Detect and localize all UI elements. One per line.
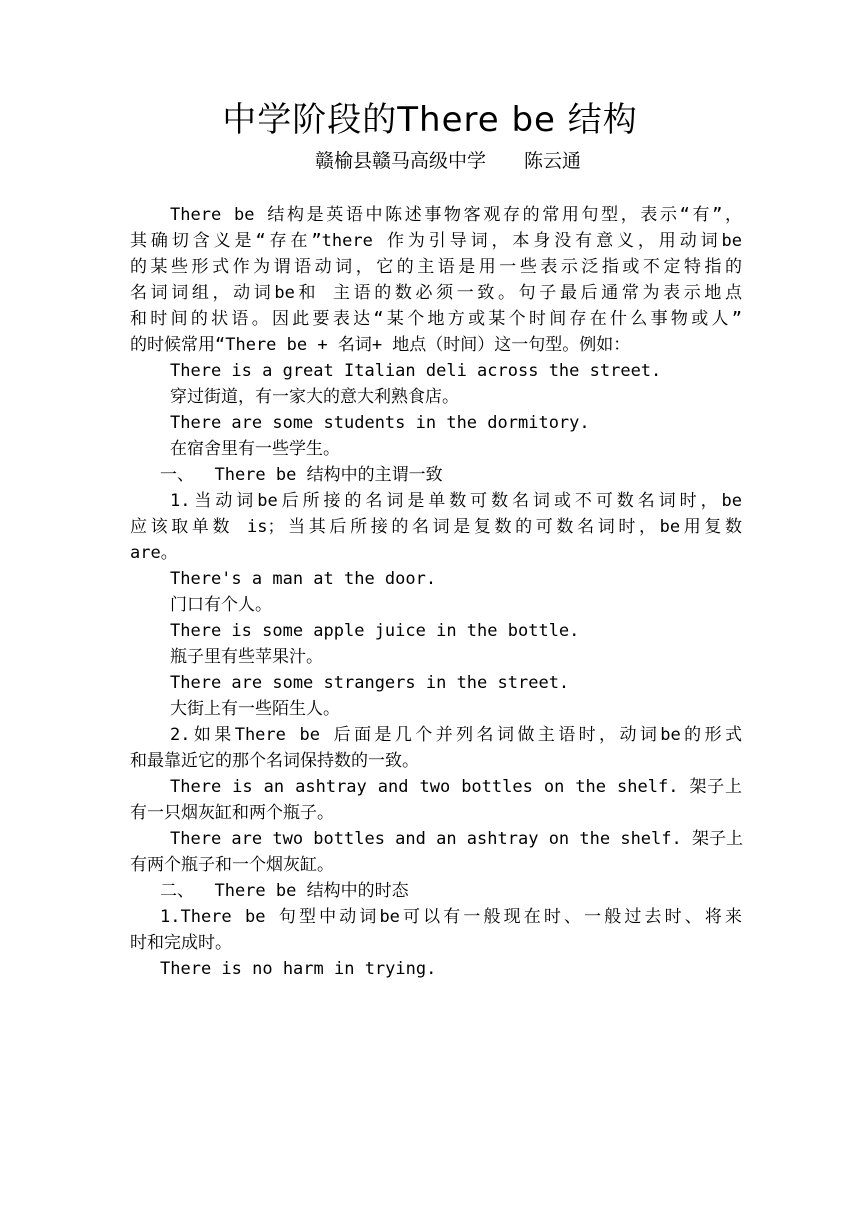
- paragraph-line: 和时间的状语。因此要表达“某个地方或某个时间存在什么事物或人”: [130, 309, 742, 329]
- example-translation: 在宿舍里有一些学生。: [170, 439, 340, 459]
- paragraph-line: 2.如果There be 后面是几个并列名词做主语时，动词be的形式: [170, 725, 742, 745]
- paragraph-line: 的时候常用“There be + 名词+ 地点（时间）这一句型。例如：: [130, 335, 631, 355]
- example-sentence: There are some strangers in the street.: [170, 673, 570, 693]
- paragraph-line: 应该取单数 is；当其后所接的名词是复数的可数名词时，be用复数: [130, 517, 742, 537]
- byline: [315, 147, 581, 175]
- paragraph-line: 和最靠近它的那个名词保持数的一致。: [130, 751, 419, 771]
- author-name: 陈云通: [524, 150, 582, 172]
- example-sentence: There is some apple juice in the bottle.: [170, 621, 580, 641]
- document-body: [130, 202, 742, 982]
- section-heading: 二、 There be 结构中的时态: [160, 881, 409, 901]
- example-translation: 大街上有一些陌生人。: [170, 699, 340, 719]
- school-name: 赣榆县赣马高级中学: [315, 150, 487, 172]
- example-translation: 有一只烟灰缸和两个瓶子。: [130, 803, 334, 823]
- paragraph-line: 时和完成时。: [130, 933, 232, 953]
- example-sentence: There are some students in the dormitory.: [170, 413, 590, 433]
- paragraph-line: are。: [130, 543, 178, 563]
- paragraph-line: 的某些形式作为谓语动词，它的主语是用一些表示泛指或不定特指的: [130, 257, 742, 277]
- example-translation: 瓶子里有些苹果汁。: [170, 647, 323, 667]
- paragraph-line: 其确切含义是“存在”there 作为引导词，本身没有意义，用动词be: [130, 231, 742, 251]
- example-translation: 门口有个人。: [170, 595, 272, 615]
- paragraph-line: 名词词组，动词be和 主语的数必须一致。句子最后通常为表示地点: [130, 283, 742, 303]
- example-sentence: There is a great Italian deli across the street.: [170, 361, 662, 381]
- document-title: 中学阶段的There be 结构: [222, 100, 638, 140]
- section-heading: 一、 There be 结构中的主谓一致: [160, 465, 443, 485]
- example-translation: 穿过街道，有一家大的意大利熟食店。: [170, 387, 459, 407]
- example-translation: 有两个瓶子和一个烟灰缸。: [130, 855, 334, 875]
- paragraph-line: There be 结构是英语中陈述事物客观存的常用句型，表示“有”，: [170, 205, 742, 225]
- paragraph-line: 1.There be 句型中动词be可以有一般现在时、一般过去时、将来: [160, 907, 742, 927]
- paragraph-line: 1.当动词be后所接的名词是单数可数名词或不可数名词时，be: [170, 491, 742, 511]
- example-sentence: There are two bottles and an ashtray on the shelf. 架子上: [170, 829, 743, 849]
- example-sentence: There is an ashtray and two bottles on the shelf. 架子上: [170, 777, 742, 797]
- example-sentence: There is no harm in trying.: [160, 959, 437, 979]
- example-sentence: There's a man at the door.: [170, 569, 437, 589]
